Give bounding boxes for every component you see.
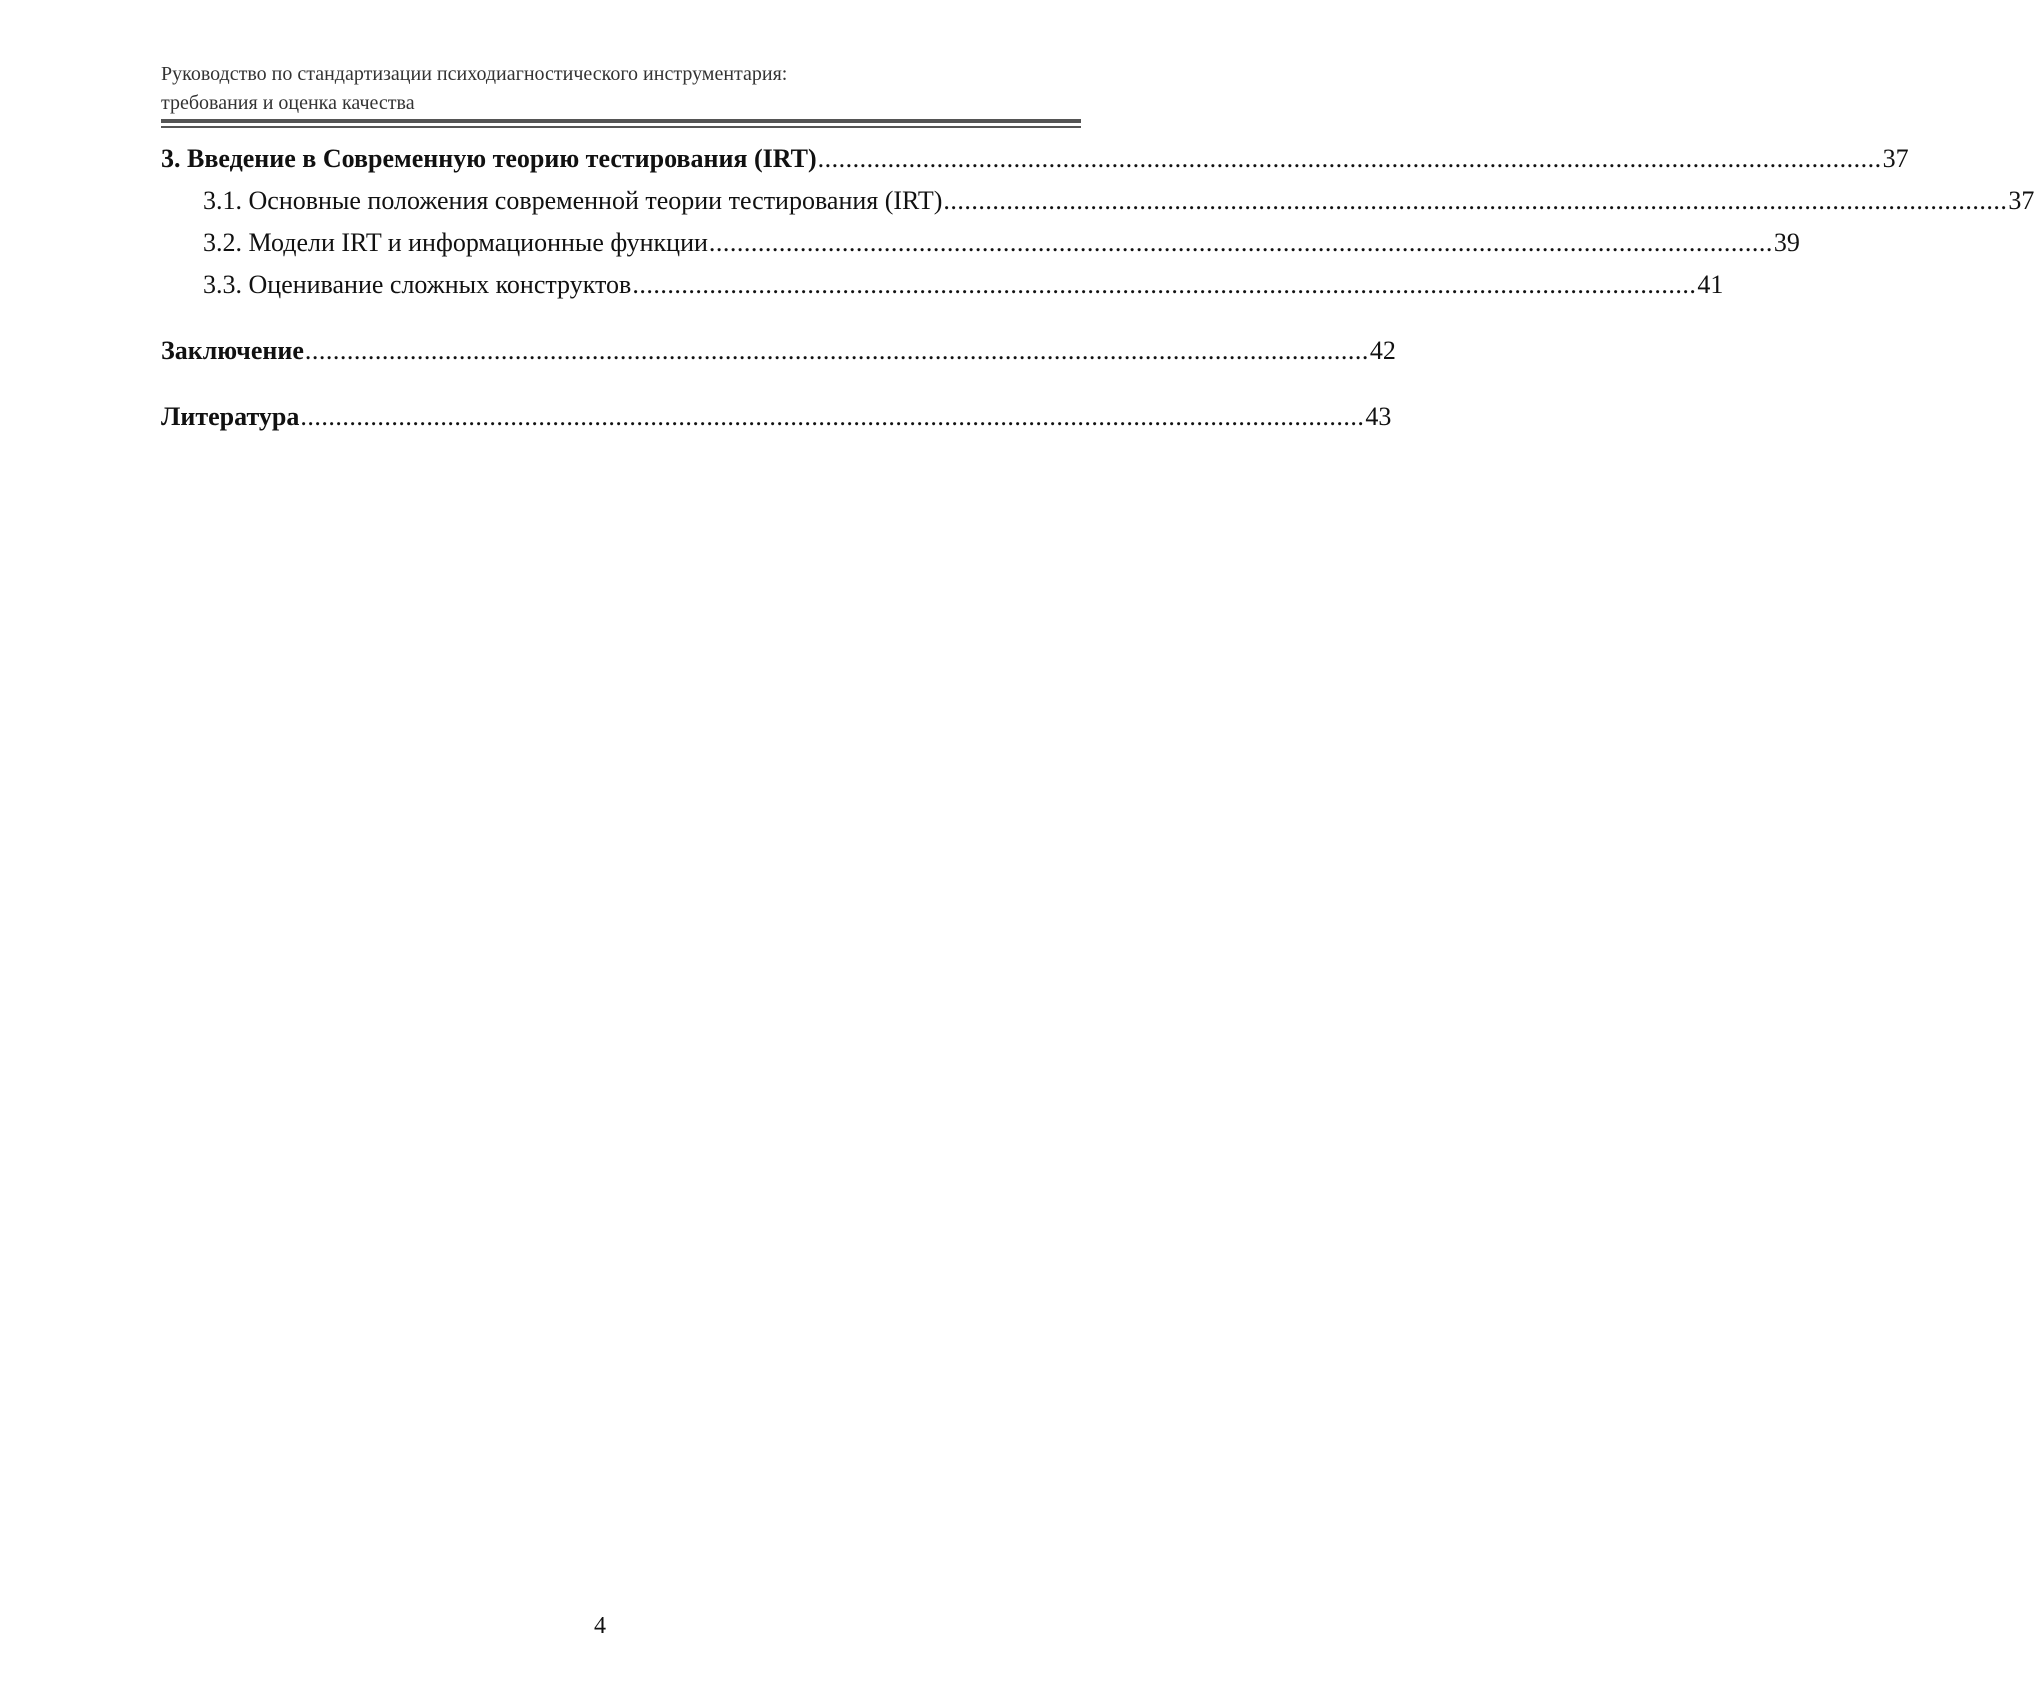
running-header-line-2: требования и оценка качества: [161, 92, 415, 114]
toc-dot-leader: ........................................................................................................................................................: [943, 186, 2008, 215]
toc-entry-title: Литература: [161, 402, 300, 431]
table-of-contents: [161, 138, 2034, 438]
toc-dot-leader: ........................................................................................................................................................: [708, 228, 1773, 257]
page-number: 4: [594, 1613, 606, 1639]
header-rule-thin: [161, 126, 1081, 128]
toc-entry-title: 3.3. Оценивание сложных конструктов: [203, 270, 632, 299]
toc-dot-leader: ........................................................................................................................................................: [632, 270, 1697, 299]
toc-entry-title: 3. Введение в Современную теорию тестирования (IRT): [161, 144, 817, 173]
toc-entry-page: 41: [1697, 270, 1724, 299]
toc-dot-leader: ........................................................................................................................................................: [817, 144, 1882, 173]
toc-entry-section-3-3[interactable]: [161, 264, 1724, 306]
toc-dot-leader: ........................................................................................................................................................: [300, 402, 1365, 431]
toc-entry-chapter-3[interactable]: [161, 138, 1909, 180]
toc-entry-page: 43: [1365, 402, 1392, 431]
toc-entry-page: 37: [2008, 186, 2034, 215]
toc-entry-section-3-1[interactable]: [161, 180, 2034, 222]
toc-entry-title: 3.2. Модели IRT и информационные функции: [203, 228, 708, 257]
running-header-line-1: Руководство по стандартизации психодиагностического инструментария:: [161, 63, 788, 85]
toc-entry-conclusion[interactable]: [161, 330, 1396, 372]
toc-entry-page: 37: [1882, 144, 1909, 173]
header-rule-thick: [161, 119, 1081, 123]
toc-entry-references[interactable]: [161, 396, 1392, 438]
toc-entry-page: 39: [1773, 228, 1800, 257]
toc-entry-page: 42: [1369, 336, 1396, 365]
running-header: [161, 60, 1081, 118]
toc-dot-leader: ........................................................................................................................................................: [304, 336, 1369, 365]
toc-entry-section-3-2[interactable]: [161, 222, 1800, 264]
toc-entry-title: Заключение: [161, 336, 304, 365]
toc-entry-title: 3.1. Основные положения современной теории тестирования (IRT): [203, 186, 943, 215]
